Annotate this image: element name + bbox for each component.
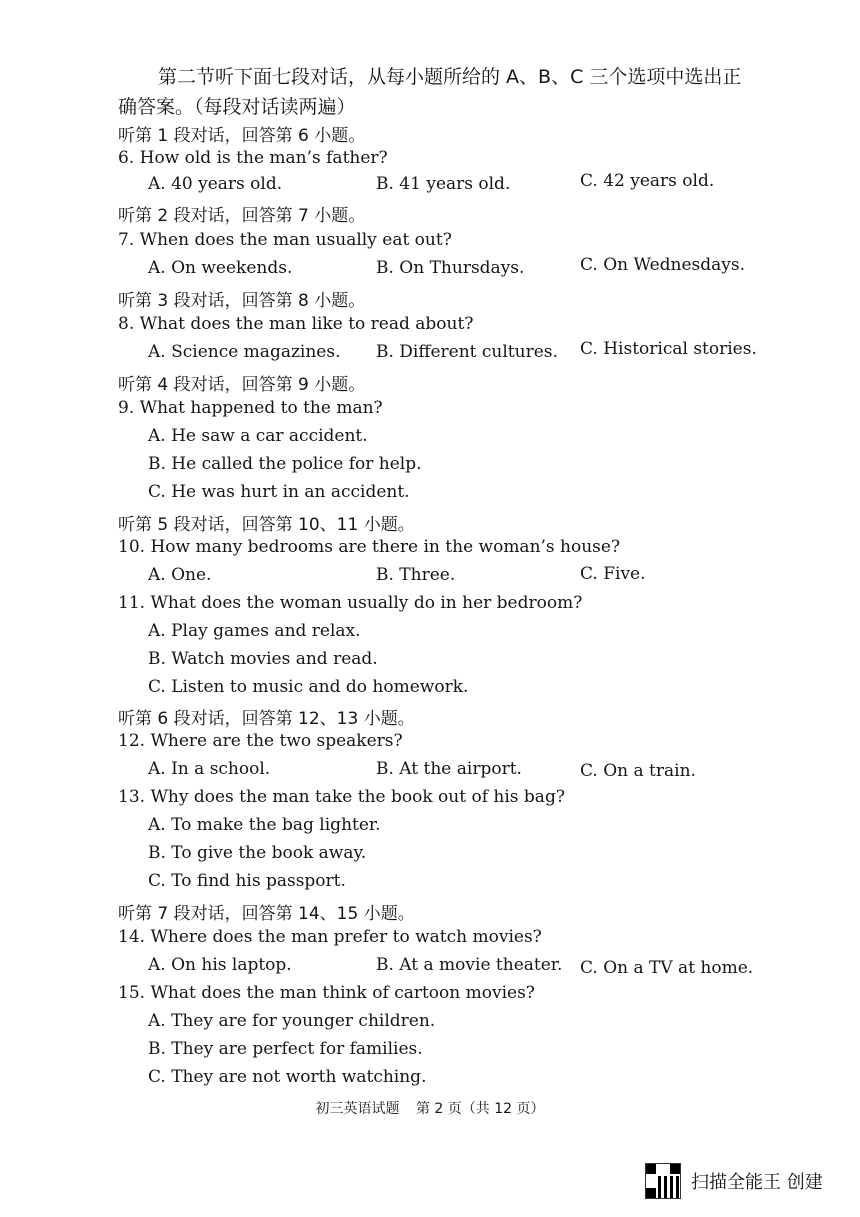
question-7-option-c: C. On Wednesdays.	[580, 255, 746, 275]
question-14: 14. Where does the man prefer to watch movies?	[118, 927, 542, 947]
question-15-option-a: A. They are for younger children.	[148, 1011, 436, 1031]
question-15-option-b: B. They are perfect for families.	[148, 1039, 423, 1059]
dialogue-2-instruction: 听第 2 段对话，回答第 7 小题。	[118, 206, 366, 226]
question-15: 15. What does the man think of cartoon movies?	[118, 983, 535, 1003]
question-14-option-b: B. At a movie theater.	[376, 955, 563, 975]
question-13-option-a: A. To make the bag lighter.	[148, 815, 381, 835]
question-12: 12. Where are the two speakers?	[118, 731, 403, 751]
question-12-option-c: C. On a train.	[580, 761, 696, 781]
question-7-option-a: A. On weekends.	[148, 258, 293, 278]
page-footer	[0, 1098, 860, 1118]
question-8-option-c: C. Historical stories.	[580, 339, 757, 359]
question-14-option-c: C. On a TV at home.	[580, 958, 754, 978]
question-15-option-c: C. They are not worth watching.	[148, 1067, 427, 1087]
scanner-watermark	[645, 1163, 823, 1199]
question-11-option-b: B. Watch movies and read.	[148, 649, 378, 669]
question-9-option-c: C. He was hurt in an accident.	[148, 482, 410, 502]
question-9-option-b: B. He called the police for help.	[148, 454, 422, 474]
dialogue-6-instruction: 听第 6 段对话，回答第 12、13 小题。	[118, 709, 415, 729]
question-6-option-b: B. 41 years old.	[376, 174, 511, 194]
dialogue-1-instruction: 听第 1 段对话，回答第 6 小题。	[118, 126, 366, 146]
question-11-option-c: C. Listen to music and do homework.	[148, 677, 469, 697]
question-10: 10. How many bedrooms are there in the woman’s house?	[118, 537, 621, 557]
dialogue-7-instruction: 听第 7 段对话，回答第 14、15 小题。	[118, 904, 415, 924]
question-6-option-a: A. 40 years old.	[148, 174, 283, 194]
footer-page-number: 第 2 页（共 12 页）	[415, 1101, 545, 1117]
dialogue-5-instruction: 听第 5 段对话，回答第 10、11 小题。	[118, 515, 415, 535]
qr-code-icon	[645, 1163, 681, 1199]
question-9-option-a: A. He saw a car accident.	[148, 426, 368, 446]
question-13-option-c: C. To find his passport.	[148, 871, 346, 891]
question-7-option-b: B. On Thursdays.	[376, 258, 525, 278]
question-6-option-c: C. 42 years old.	[580, 171, 715, 191]
question-8-option-b: B. Different cultures.	[376, 342, 558, 362]
dialogue-4-instruction: 听第 4 段对话，回答第 9 小题。	[118, 375, 366, 395]
question-10-option-b: B. Three.	[376, 565, 456, 585]
question-8: 8. What does the man like to read about?	[118, 314, 474, 334]
scanner-label: 扫描全能王 创建	[691, 1172, 823, 1193]
question-10-option-c: C. Five.	[580, 564, 646, 584]
question-11-option-a: A. Play games and relax.	[148, 621, 361, 641]
question-13-option-b: B. To give the book away.	[148, 843, 367, 863]
question-7: 7. When does the man usually eat out?	[118, 230, 452, 250]
section-instructions: 第二节听下面七段对话，从每小题所给的 A、B、C 三个选项中选出正确答案。（每段对话读两遍）	[118, 66, 742, 118]
question-14-option-a: A. On his laptop.	[148, 955, 292, 975]
question-12-option-a: A. In a school.	[148, 759, 271, 779]
question-8-option-a: A. Science magazines.	[148, 342, 341, 362]
footer-exam-title: 初三英语试题	[315, 1101, 400, 1117]
question-11: 11. What does the woman usually do in her bedroom?	[118, 593, 583, 613]
question-6: 6. How old is the man’s father?	[118, 148, 388, 168]
question-9: 9. What happened to the man?	[118, 398, 383, 418]
dialogue-3-instruction: 听第 3 段对话，回答第 8 小题。	[118, 291, 366, 311]
question-10-option-a: A. One.	[148, 565, 212, 585]
question-12-option-b: B. At the airport.	[376, 759, 522, 779]
question-13: 13. Why does the man take the book out of his bag?	[118, 787, 565, 807]
